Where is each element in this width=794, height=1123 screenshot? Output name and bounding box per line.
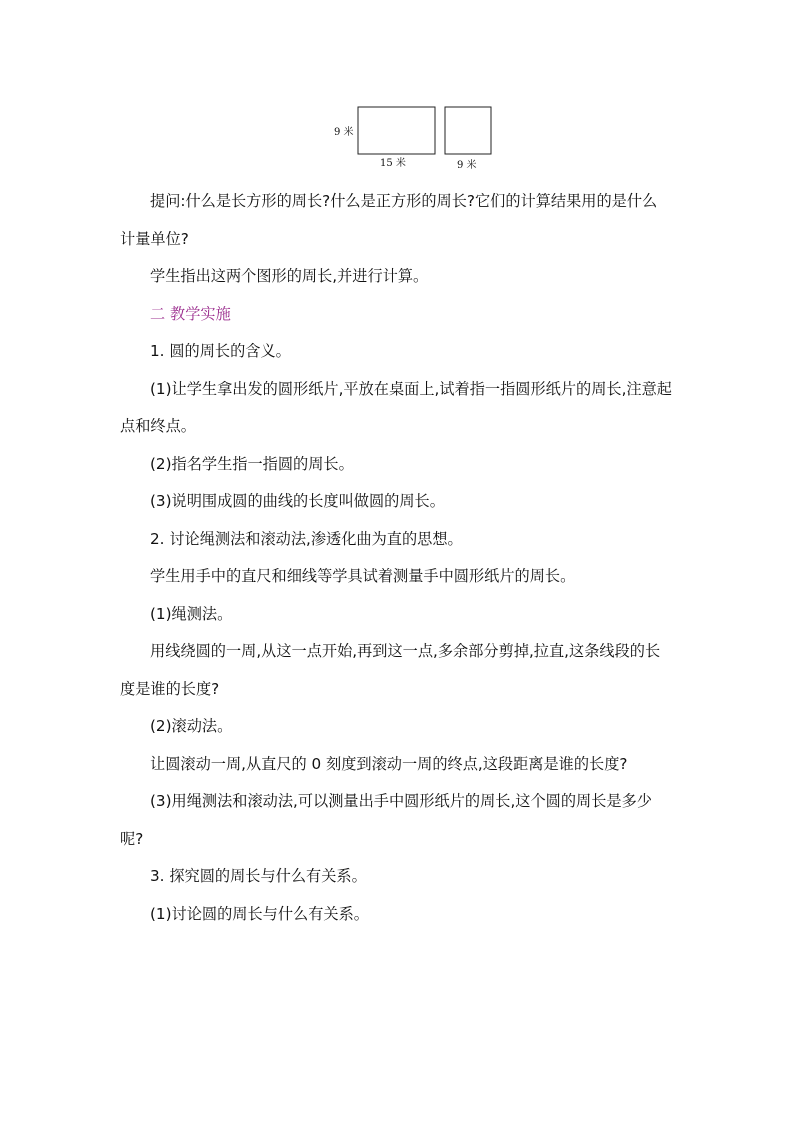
step-2-heading: 2. 讨论绳测法和滚动法,渗透化曲为直的思想。 — [150, 529, 463, 548]
section-heading-teaching: 二 教学实施 — [150, 304, 231, 323]
step-1-item-3: (3)说明围成圆的曲线的长度叫做圆的周长。 — [150, 492, 445, 510]
step-1-item-1: (1)让学生拿出发的圆形纸片,平放在桌面上,试着指一指圆形纸片的周长,注意起点和终点。 — [120, 379, 672, 435]
step-2-item-3: (3)用绳测法和滚动法,可以测量出手中圆形纸片的周长,这个圆的周长是多少呢? — [120, 792, 652, 848]
step-2-item-2: (2)滚动法。 — [150, 717, 233, 735]
step-3-heading: 3. 探究圆的周长与什么有关系。 — [150, 867, 367, 885]
student-calc-paragraph: 学生指出这两个图形的周长,并进行计算。 — [150, 267, 429, 285]
square-shape — [445, 107, 491, 154]
rectangle-square-figure — [330, 100, 510, 176]
step-1-item-2: (2)指名学生指一指圆的周长。 — [150, 454, 354, 473]
rectangle-shape — [358, 107, 435, 154]
step-2-intro: 学生用手中的直尺和细线等学具试着测量手中圆形纸片的周长。 — [150, 567, 576, 585]
rectangle-width-label: 15 米 — [380, 158, 406, 169]
document-body — [120, 183, 672, 933]
question-paragraph: 提问:什么是长方形的周长?什么是正方形的周长?它们的计算结果用的是什么计量单位? — [120, 192, 658, 248]
square-side-label: 9 米 — [457, 160, 477, 171]
step-3-item-1: (1)讨论圆的周长与什么有关系。 — [150, 904, 369, 923]
figure-svg — [330, 100, 510, 176]
step-2-item-2-detail: 让圆滚动一周,从直尺的 0 刻度到滚动一周的终点,这段距离是谁的长度? — [150, 754, 628, 773]
step-1-heading: 1. 圆的周长的含义。 — [150, 342, 291, 360]
step-2-item-1: (1)绳测法。 — [150, 604, 233, 623]
rectangle-height-label: 9 米 — [334, 127, 354, 138]
step-2-item-1-detail: 用线绕圆的一周,从这一点开始,再到这一点,多余部分剪掉,拉直,这条线段的长度是谁的长度? — [120, 642, 661, 698]
